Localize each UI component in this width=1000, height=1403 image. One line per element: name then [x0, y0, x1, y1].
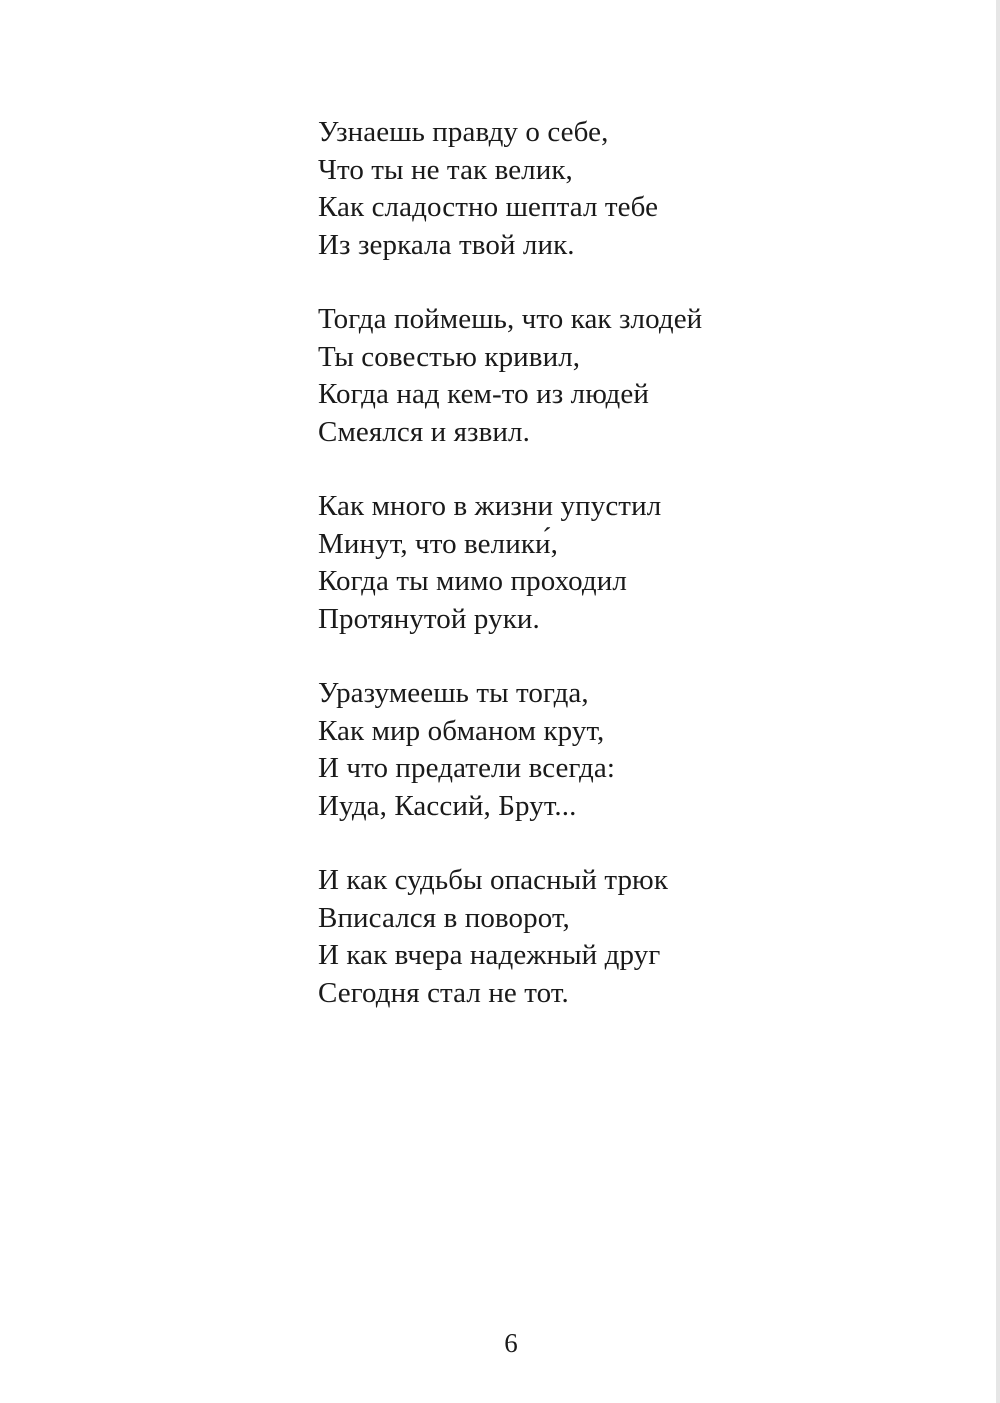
poem-line: Что ты не так велик,: [318, 153, 573, 186]
stanza-4: [318, 675, 918, 825]
page-edge: [996, 0, 1000, 1403]
poem-line: И как судьбы опасный трюк: [318, 864, 669, 896]
poem-line: Вписался в поворот,: [318, 901, 570, 934]
poem-line: Узнаешь правду о себе,: [318, 116, 609, 148]
poem-line: Из зеркала твой лик.: [318, 228, 575, 261]
poem-line: Иуда, Кассий, Брут...: [318, 789, 577, 822]
poem-line: Как мир обманом крут,: [318, 714, 605, 747]
poem-line: И как вчера надежный друг: [318, 939, 661, 971]
poem: [318, 114, 918, 1049]
poem-line: Когда ты мимо проходил: [318, 565, 627, 597]
poem-line: Протянутой руки.: [318, 602, 540, 635]
poem-line: Смеялся и язвил.: [318, 415, 530, 448]
stanza-5: [318, 862, 918, 1012]
poem-line: Сегодня стал не тот.: [318, 976, 569, 1009]
poem-line: Минут, что велики́,: [318, 527, 558, 560]
poem-line: Как сладостно шептал тебе: [318, 191, 659, 223]
poem-line: Тогда поймешь, что как злодей: [318, 303, 703, 335]
stanza-3: [318, 488, 918, 638]
poem-line: Когда над кем-то из людей: [318, 378, 649, 410]
poem-line: Уразумеешь ты тогда,: [318, 677, 589, 709]
poem-line: И что предатели всегда:: [318, 752, 616, 784]
stanza-1: [318, 114, 918, 264]
page-number: 6: [504, 1328, 518, 1358]
poem-line: Как много в жизни упустил: [318, 490, 662, 522]
stanza-2: [318, 301, 918, 451]
poem-line: Ты совестью кривил,: [318, 340, 581, 373]
